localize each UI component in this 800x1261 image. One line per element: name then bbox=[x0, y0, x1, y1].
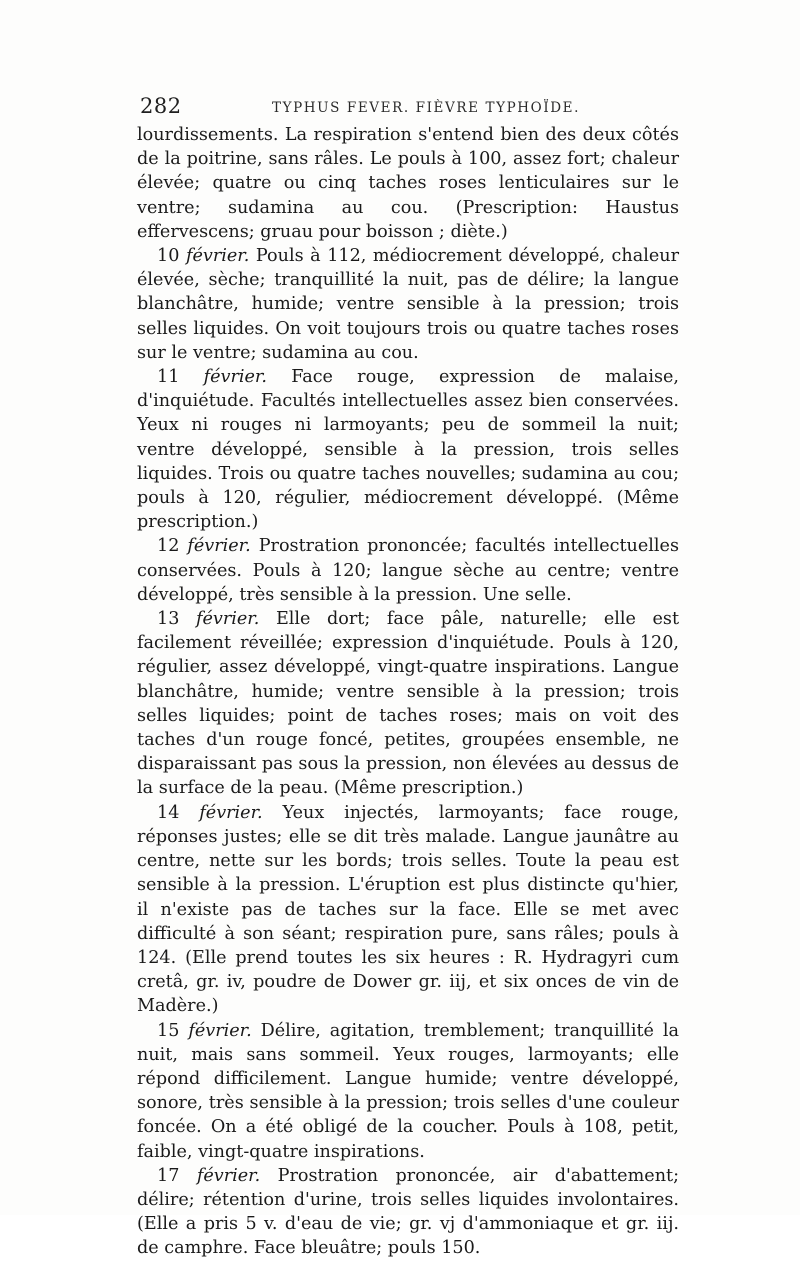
paragraph-text: Pouls à 112, médiocrement développé, chaleur élevée, sèche; tranquillité la nuit, pas de délire; la langue blanchâtre, humide; ventre sensible à la pression; trois selles liquides. On voit toujours trois ou quatre taches roses sur le ventre; sudamina au cou. bbox=[137, 246, 680, 363]
entry-paragraph bbox=[137, 244, 679, 365]
page-number: 282 bbox=[140, 94, 182, 118]
paragraph-text: Prostration prononcée; facultés intellectuelles conservées. Pouls à 120; langue sèche au centre; ventre développé, très sensible à la pression. Une selle. bbox=[137, 536, 679, 605]
entry-day: 15 bbox=[157, 1020, 180, 1041]
page-header bbox=[140, 94, 680, 118]
paragraph-text: Face rouge, expression de malaise, d'inquiétude. Facultés intellectuelles assez bien conservées. Yeux ni rouges ni larmoyants; peu de sommeil la nuit; ventre développé, sensible à la pression, trois selles liquides. Trois ou quatre taches nouvelles; sudamina au cou; pouls à 120, régulier, médiocrement développé. (Même prescription.) bbox=[137, 367, 680, 533]
entry-paragraph bbox=[137, 1164, 679, 1261]
paragraph-text: lourdissements. La respiration s'entend bien des deux côtés de la poitrine, sans râles. Le pouls à 100, assez fort; chaleur élevée; quatre ou cinq taches roses lenticulaires sur le ventre; sudamina au cou. (Prescription: Haustus effervescens; gruau pour boisson ; diète.) bbox=[137, 125, 679, 242]
entry-month: février. bbox=[188, 1020, 252, 1041]
entry-day: 11 bbox=[157, 367, 180, 388]
entry-month: février. bbox=[195, 609, 260, 630]
entry-paragraph bbox=[137, 365, 679, 534]
entry-day: 13 bbox=[157, 609, 180, 630]
entry-month: février. bbox=[185, 246, 250, 267]
body-text bbox=[137, 123, 679, 1261]
running-head: TYPHUS FEVER. FIÈVRE TYPHOÏDE. bbox=[272, 100, 581, 116]
entry-paragraph bbox=[137, 534, 679, 607]
entry-paragraph bbox=[137, 801, 679, 1019]
entry-paragraph bbox=[137, 607, 679, 801]
paragraph-text: Prostration prononcée, air d'abattement; délire; rétention d'urine, trois selles liquides involontaires. (Elle a pris 5 v. d'eau de vie; gr. vj d'ammoniaque et gr. iij. de camphre. Face bleuâtre; pouls 150. bbox=[137, 1165, 680, 1259]
entry-day: 14 bbox=[157, 802, 180, 823]
entry-day: 12 bbox=[157, 536, 180, 557]
entry-day: 17 bbox=[157, 1165, 180, 1186]
entry-paragraph bbox=[137, 1019, 679, 1164]
entry-month: février. bbox=[187, 536, 251, 557]
paragraph-text: Elle dort; face pâle, naturelle; elle est facilement réveillée; expression d'inquiétude. Pouls à 120, régulier, assez développé, vingt-quatre inspirations. Langue blanchâtre, humide; ventre sensible à la pression; trois selles liquides; point de taches roses; mais on voit des taches d'un rouge foncé, petites, groupées ensemble, ne disparaissant pas sous la pression, non élevées au dessus de la surface de la peau. (Même prescription.) bbox=[137, 609, 680, 799]
entry-month: février. bbox=[196, 1165, 261, 1186]
entry-month: février. bbox=[203, 367, 267, 388]
paragraph-text: Délire, agitation, tremblement; tranquillité la nuit, mais sans sommeil. Yeux rouges, larmoyants; elle répond difficilement. Langue humide; ventre développé, sonore, très sensible à la pression; trois selles d'une couleur foncée. On a été obligé de la coucher. Pouls à 108, petit, faible, vingt-quatre inspirations. bbox=[137, 1020, 680, 1162]
paragraph-continuation bbox=[137, 123, 679, 244]
entry-day: 10 bbox=[157, 246, 180, 267]
paragraph-text: Yeux injectés, larmoyants; face rouge, réponses justes; elle se dit très malade. Langue jaunâtre au centre, nette sur les bords; trois selles. Toute la peau est sensible à la pression. L'éruption est plus distincte qu'hier, il n'existe pas de taches sur la face. Elle se met avec difficulté à son séant; respiration pure, sans râles; pouls à 124. (Elle prend toutes les six heures : R. Hydragyri cum cretâ, gr. iv, poudre de Dower gr. iij, et six onces de vin de Madère.) bbox=[137, 802, 680, 1017]
entry-month: février. bbox=[199, 802, 263, 823]
